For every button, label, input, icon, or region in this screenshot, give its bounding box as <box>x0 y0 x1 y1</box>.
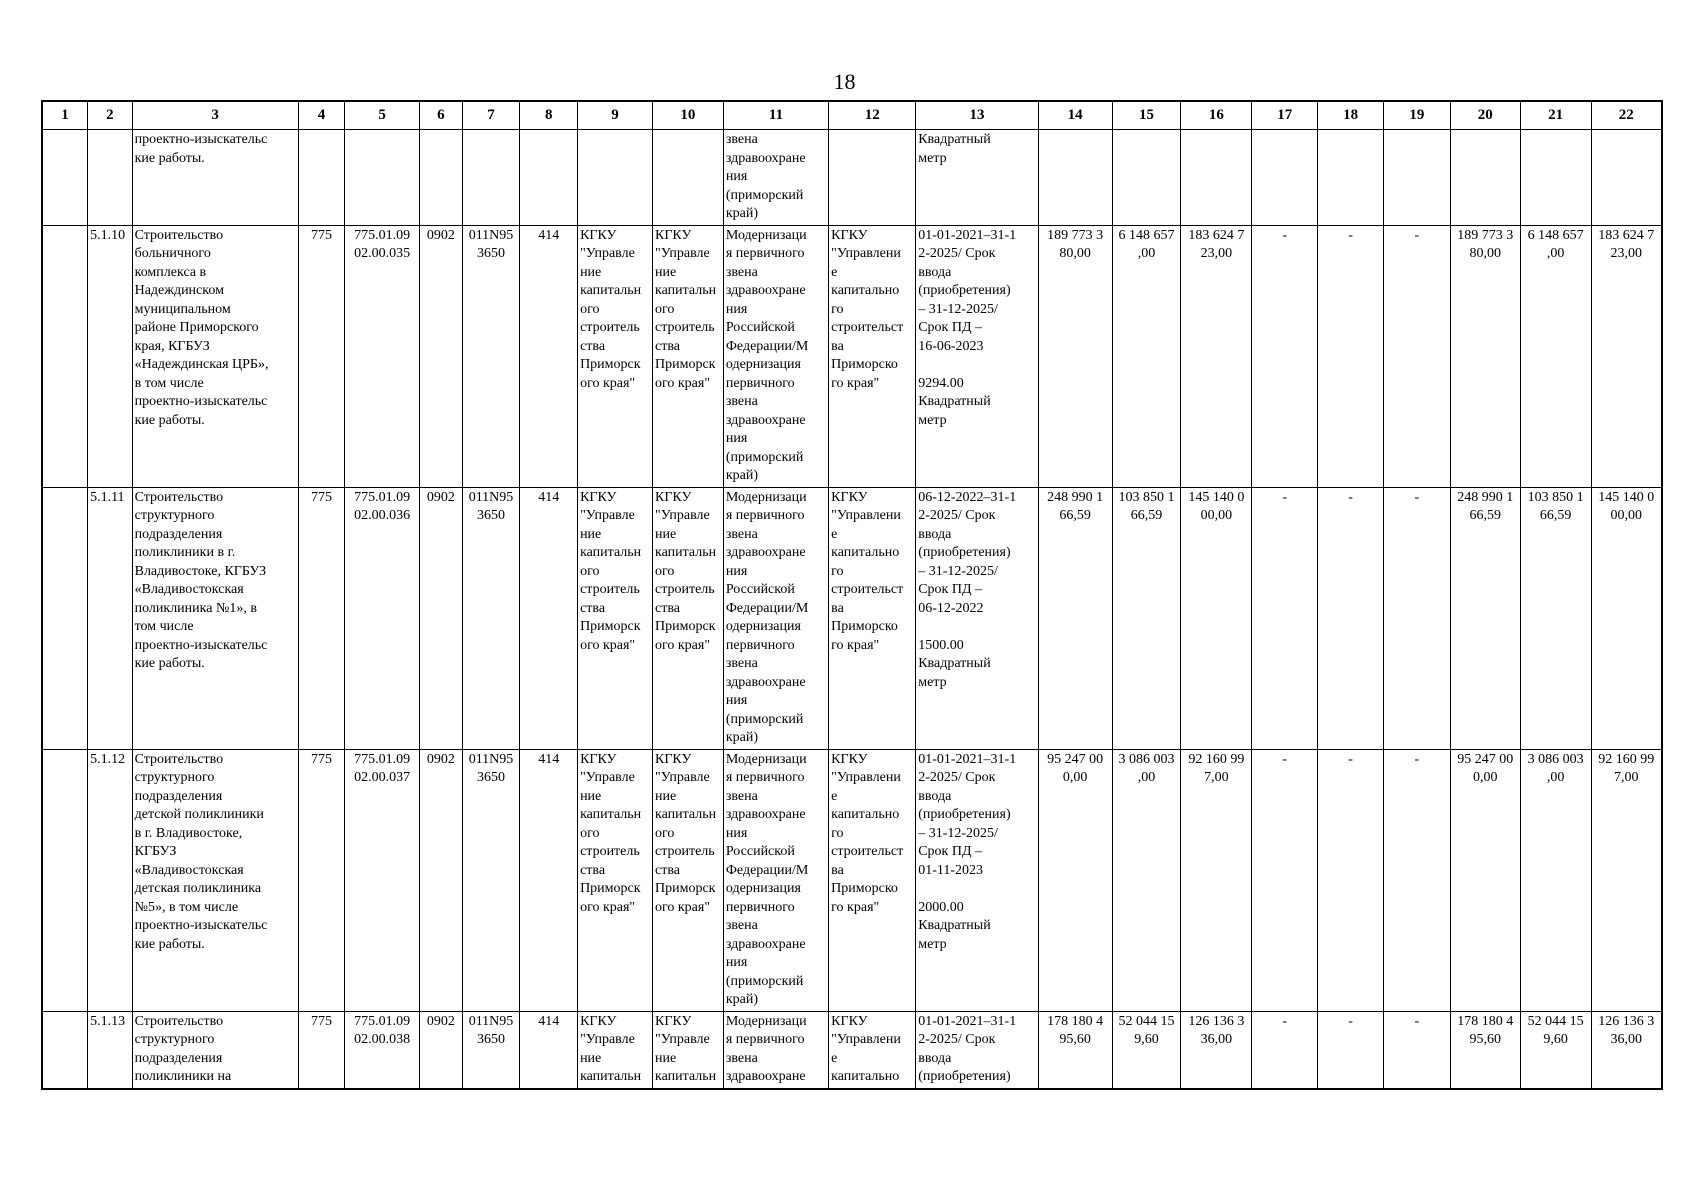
code-cell: 414 <box>520 487 578 749</box>
code-cell: 414 <box>520 1011 578 1089</box>
amount-cell: 189 773 3 80,00 <box>1038 225 1112 487</box>
amount-cell: 103 850 1 66,59 <box>1520 487 1591 749</box>
code-cell: 0902 <box>420 749 463 1011</box>
organization-cell: КГКУ "Управлени е капитально го строительст ва Приморско го края" <box>829 487 916 749</box>
organization-cell: КГКУ "Управлени е капитально <box>829 1011 916 1089</box>
program-cell: Модернизаци я первичного звена здравоохране <box>723 1011 828 1089</box>
code-cell: 775 <box>298 1011 345 1089</box>
table-cell <box>829 130 916 226</box>
table-cell <box>1520 130 1591 226</box>
header-row <box>42 101 1662 130</box>
code-cell: 011N95 3650 <box>462 1011 520 1089</box>
amount-cell: 95 247 00 0,00 <box>1038 749 1112 1011</box>
code-cell: 0902 <box>420 487 463 749</box>
column-header: 11 <box>723 101 828 130</box>
code-cell: 775.01.09 02.00.038 <box>345 1011 420 1089</box>
amount-cell: 183 624 7 23,00 <box>1591 225 1662 487</box>
amount-cell: 145 140 0 00,00 <box>1591 487 1662 749</box>
table-cell <box>42 130 88 226</box>
amount-cell: 52 044 15 9,60 <box>1112 1011 1181 1089</box>
code-cell: 011N95 3650 <box>462 487 520 749</box>
column-header: 5 <box>345 101 420 130</box>
amount-cell: - <box>1318 749 1384 1011</box>
organization-cell: КГКУ "Управле ние капитальн ого строитель ства Приморск ого края" <box>652 487 723 749</box>
table-cell <box>42 225 88 487</box>
code-cell: 775.01.09 02.00.037 <box>345 749 420 1011</box>
dates-cell: 01-01-2021–31-1 2-2025/ Срок ввода (приобретения) – 31-12-2025/ Срок ПД – 16-06-2023 9294.00 Квадратный метр <box>916 225 1039 487</box>
amount-cell: 103 850 1 66,59 <box>1112 487 1181 749</box>
column-header: 17 <box>1252 101 1318 130</box>
table-row <box>42 1011 1662 1089</box>
table-cell <box>652 130 723 226</box>
amount-cell: 52 044 15 9,60 <box>1520 1011 1591 1089</box>
page-number: 18 <box>833 69 856 94</box>
amount-cell: 178 180 4 95,60 <box>1038 1011 1112 1089</box>
amount-cell: 92 160 99 7,00 <box>1591 749 1662 1011</box>
column-header: 4 <box>298 101 345 130</box>
item-number-cell: 5.1.10 <box>88 225 133 487</box>
column-header: 20 <box>1450 101 1520 130</box>
organization-cell: КГКУ "Управле ние капитальн ого строитель ства Приморск ого края" <box>652 225 723 487</box>
organization-cell: КГКУ "Управле ние капитальн <box>578 1011 653 1089</box>
amount-cell: 3 086 003 ,00 <box>1112 749 1181 1011</box>
organization-cell: КГКУ "Управле ние капитальн <box>652 1011 723 1089</box>
dates-cell: Квадратный метр <box>916 130 1039 226</box>
column-header: 13 <box>916 101 1039 130</box>
object-name-cell: Строительство больничного комплекса в Надеждинском муниципальном районе Приморского края, КГБУЗ «Надеждинская ЦРБ», в том числе проектно-изыскательс кие работы. <box>132 225 298 487</box>
column-header: 19 <box>1383 101 1450 130</box>
code-cell: 414 <box>520 225 578 487</box>
item-number-cell: 5.1.12 <box>88 749 133 1011</box>
table-cell <box>1383 130 1450 226</box>
table-cell <box>420 130 463 226</box>
amount-cell: 95 247 00 0,00 <box>1450 749 1520 1011</box>
budget-table <box>41 100 1663 1090</box>
table-cell <box>1038 130 1112 226</box>
column-header: 8 <box>520 101 578 130</box>
amount-cell: - <box>1383 1011 1450 1089</box>
dates-cell: 01-01-2021–31-1 2-2025/ Срок ввода (приобретения) – 31-12-2025/ Срок ПД – 01-11-2023 2000.00 Квадратный метр <box>916 749 1039 1011</box>
amount-cell: - <box>1383 225 1450 487</box>
amount-cell: - <box>1383 487 1450 749</box>
amount-cell: 248 990 1 66,59 <box>1450 487 1520 749</box>
code-cell: 775 <box>298 749 345 1011</box>
organization-cell: КГКУ "Управле ние капитальн ого строитель ства Приморск ого края" <box>578 749 653 1011</box>
amount-cell: 126 136 3 36,00 <box>1591 1011 1662 1089</box>
column-header: 9 <box>578 101 653 130</box>
code-cell: 0902 <box>420 1011 463 1089</box>
table-cell <box>1181 130 1252 226</box>
column-header: 1 <box>42 101 88 130</box>
table-row <box>42 487 1662 749</box>
organization-cell: КГКУ "Управле ние капитальн ого строитель ства Приморск ого края" <box>578 225 653 487</box>
column-header: 3 <box>132 101 298 130</box>
organization-cell: КГКУ "Управлени е капитально го строительст ва Приморско го края" <box>829 749 916 1011</box>
table-cell <box>520 130 578 226</box>
table-row-continuation <box>42 130 1662 226</box>
dates-cell: 06-12-2022–31-1 2-2025/ Срок ввода (приобретения) – 31-12-2025/ Срок ПД – 06-12-2022 1500.00 Квадратный метр <box>916 487 1039 749</box>
amount-cell: - <box>1252 487 1318 749</box>
amount-cell: 3 086 003 ,00 <box>1520 749 1591 1011</box>
table-row <box>42 749 1662 1011</box>
object-name-cell: проектно-изыскательс кие работы. <box>132 130 298 226</box>
table-cell <box>42 487 88 749</box>
column-header: 2 <box>88 101 133 130</box>
amount-cell: 145 140 0 00,00 <box>1181 487 1252 749</box>
amount-cell: 178 180 4 95,60 <box>1450 1011 1520 1089</box>
table-cell <box>42 1011 88 1089</box>
table-cell <box>1450 130 1520 226</box>
organization-cell: КГКУ "Управле ние капитальн ого строитель ства Приморск ого края" <box>652 749 723 1011</box>
object-name-cell: Строительство структурного подразделения детской поликлиники в г. Владивостоке, КГБУЗ «Владивостокская детская поликлиника №5», в том числе проектно-изыскательс кие работы. <box>132 749 298 1011</box>
amount-cell: 6 148 657 ,00 <box>1112 225 1181 487</box>
code-cell: 775 <box>298 487 345 749</box>
amount-cell: 92 160 99 7,00 <box>1181 749 1252 1011</box>
amount-cell: 6 148 657 ,00 <box>1520 225 1591 487</box>
amount-cell: - <box>1318 1011 1384 1089</box>
item-number-cell: 5.1.13 <box>88 1011 133 1089</box>
code-cell: 775.01.09 02.00.035 <box>345 225 420 487</box>
table-row <box>42 225 1662 487</box>
column-header: 12 <box>829 101 916 130</box>
amount-cell: - <box>1318 487 1384 749</box>
table-cell <box>1318 130 1384 226</box>
column-header: 18 <box>1318 101 1384 130</box>
table-cell <box>88 130 133 226</box>
dates-cell: 01-01-2021–31-1 2-2025/ Срок ввода (приобретения) <box>916 1011 1039 1089</box>
organization-cell: КГКУ "Управле ние капитальн ого строитель ства Приморск ого края" <box>578 487 653 749</box>
table-cell <box>1112 130 1181 226</box>
program-cell: Модернизаци я первичного звена здравоохране ния Российской Федерации/М одернизация первичного звена здравоохране ния (приморский край) <box>723 487 828 749</box>
code-cell: 775 <box>298 225 345 487</box>
item-number-cell: 5.1.11 <box>88 487 133 749</box>
column-header: 10 <box>652 101 723 130</box>
column-header: 15 <box>1112 101 1181 130</box>
code-cell: 011N95 3650 <box>462 749 520 1011</box>
object-name-cell: Строительство структурного подразделения поликлиники в г. Владивостоке, КГБУЗ «Владивостокская поликлиника №1», в том числе проектно-изыскательс кие работы. <box>132 487 298 749</box>
program-cell: Модернизаци я первичного звена здравоохране ния Российской Федерации/М одернизация первичного звена здравоохране ния (приморский край) <box>723 225 828 487</box>
code-cell: 414 <box>520 749 578 1011</box>
amount-cell: - <box>1252 225 1318 487</box>
amount-cell: 126 136 3 36,00 <box>1181 1011 1252 1089</box>
table-cell <box>1252 130 1318 226</box>
amount-cell: 183 624 7 23,00 <box>1181 225 1252 487</box>
column-header: 14 <box>1038 101 1112 130</box>
column-header: 21 <box>1520 101 1591 130</box>
column-header: 22 <box>1591 101 1662 130</box>
code-cell: 0902 <box>420 225 463 487</box>
object-name-cell: Строительство структурного подразделения поликлиники на <box>132 1011 298 1089</box>
column-header: 7 <box>462 101 520 130</box>
table-cell <box>42 749 88 1011</box>
table-cell <box>298 130 345 226</box>
table-cell <box>578 130 653 226</box>
table-cell <box>462 130 520 226</box>
amount-cell: 248 990 1 66,59 <box>1038 487 1112 749</box>
column-header: 16 <box>1181 101 1252 130</box>
column-header: 6 <box>420 101 463 130</box>
amount-cell: - <box>1252 1011 1318 1089</box>
organization-cell: КГКУ "Управлени е капитально го строительст ва Приморско го края" <box>829 225 916 487</box>
code-cell: 775.01.09 02.00.036 <box>345 487 420 749</box>
amount-cell: - <box>1318 225 1384 487</box>
code-cell: 011N95 3650 <box>462 225 520 487</box>
table-cell <box>345 130 420 226</box>
table-cell <box>1591 130 1662 226</box>
amount-cell: - <box>1252 749 1318 1011</box>
amount-cell: 189 773 3 80,00 <box>1450 225 1520 487</box>
program-cell: Модернизаци я первичного звена здравоохране ния Российской Федерации/М одернизация первичного звена здравоохране ния (приморский край) <box>723 749 828 1011</box>
program-cell: звена здравоохране ния (приморский край) <box>723 130 828 226</box>
amount-cell: - <box>1383 749 1450 1011</box>
